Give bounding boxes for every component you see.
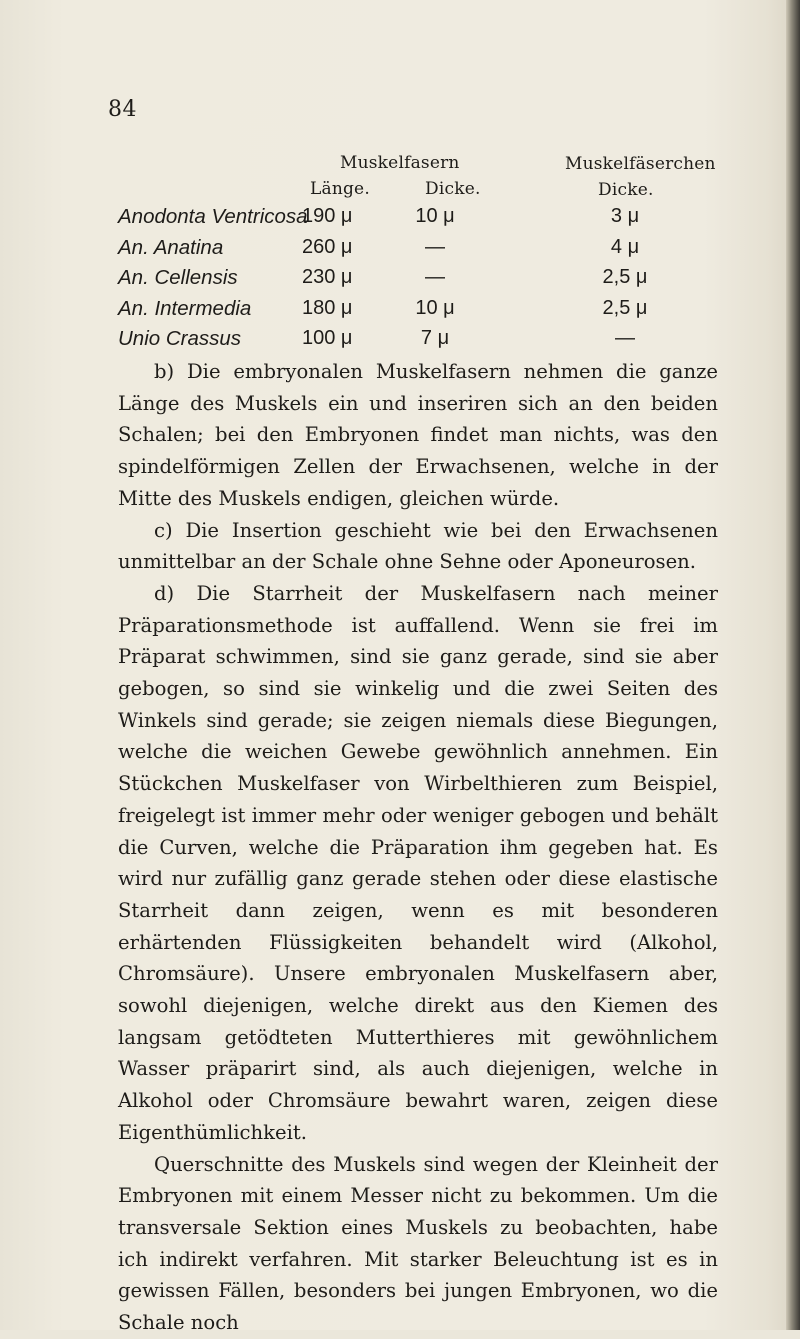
page-number: 84 <box>108 97 137 122</box>
header-faeserchen-dicke: Dicke. <box>598 180 654 200</box>
body-text <box>118 356 718 1339</box>
laenge-value: 190 μ <box>302 205 353 227</box>
laenge-value: 100 μ <box>302 327 353 349</box>
header-dicke: Dicke. <box>425 179 481 199</box>
dicke-value: — <box>425 236 445 258</box>
paragraph-querschnitte: Querschnitte des Muskels sind wegen der Kleinheit der Embryonen mit einem Messer nicht zu bekommen. Um die transversale Sektion eines Muskels zu beobachten, habe ich indirekt verfahren. Mit starker Beleuchtung ist es in gewissen Fällen, besonders bei jungen Embryonen, wo die Schale noch <box>118 1152 718 1335</box>
faeserchen-dicke-value: 4 μ <box>610 236 640 258</box>
table-row <box>0 327 800 353</box>
paragraph-b: b) Die embryonalen Muskelfasern nehmen die ganze Länge des Muskels ein und inseriren sich an den beiden Schalen; bei den Embryonen findet man nichts, was den spindelförmigen Zellen der Erwachsenen, welche in der Mitte des Muskels endigen, gleichen würde. <box>118 360 718 510</box>
faeserchen-dicke-value: 2,5 μ <box>602 266 648 288</box>
table-row <box>0 236 800 262</box>
header-muskelfaeserchen: Muskelfäserchen <box>565 154 716 174</box>
species-name: Anodonta Ventricosa <box>118 205 308 228</box>
laenge-value: 180 μ <box>302 297 353 319</box>
dicke-value: — <box>425 266 445 288</box>
header-laenge: Länge. <box>310 179 370 199</box>
laenge-value: 260 μ <box>302 236 353 258</box>
paragraph-d: d) Die Starrheit der Muskelfasern nach meiner Präparationsmethode ist auffallend. Wenn sie frei im Präparat schwimmen, sind sie ganz gerade, sind sie aber gebogen, so sind sie winkelig und die zwei Seiten des Winkels sind gerade; sie zeigen niemals diese Biegungen, welche die weichen Gewebe gewöhnlich annehmen. Ein Stückchen Muskelfaser von Wirbelthieren zum Beispiel, freigelegt ist immer mehr oder weniger gebogen und behält die Curven, welche die Präparation ihm gegeben hat. Es wird nur zufällig ganz gerade stehen oder diese elastische Starrheit dann zeigen, wenn es mit besonderen erhärtenden Flüssigkeiten behandelt wird (Alkohol, Chromsäure). Unsere embryonalen Muskelfasern aber, sowohl diejenigen, welche direkt aus den Kiemen des langsam getödteten Mutterthieres mit gewöhnlichem Wasser präparirt sind, als auch diejenigen, welche in Alkohol oder Chromsäure bewahrt waren, zeigen diese Eigenthümlichkeit. <box>118 581 718 1144</box>
dicke-value: 10 μ <box>415 297 455 319</box>
species-name: An. Cellensis <box>118 266 238 289</box>
header-muskelfasern: Muskelfasern <box>340 153 460 173</box>
dicke-value: 10 μ <box>415 205 455 227</box>
table-row <box>0 205 800 231</box>
faeserchen-dicke-value: 3 μ <box>610 205 640 227</box>
faeserchen-dicke-value: — <box>615 327 635 349</box>
laenge-value: 230 μ <box>302 266 353 288</box>
dicke-value: 7 μ <box>420 327 450 349</box>
table-row <box>0 266 800 292</box>
species-name: An. Anatina <box>118 236 224 259</box>
book-edge <box>786 0 800 1330</box>
species-name: Unio Crassus <box>118 327 242 350</box>
table-row <box>0 297 800 323</box>
species-name: An. Intermedia <box>118 297 252 320</box>
faeserchen-dicke-value: 2,5 μ <box>602 297 648 319</box>
paragraph-c: c) Die Insertion geschieht wie bei den Erwachsenen unmittelbar an der Schale ohne Sehne oder Aponeurosen. <box>118 518 718 574</box>
